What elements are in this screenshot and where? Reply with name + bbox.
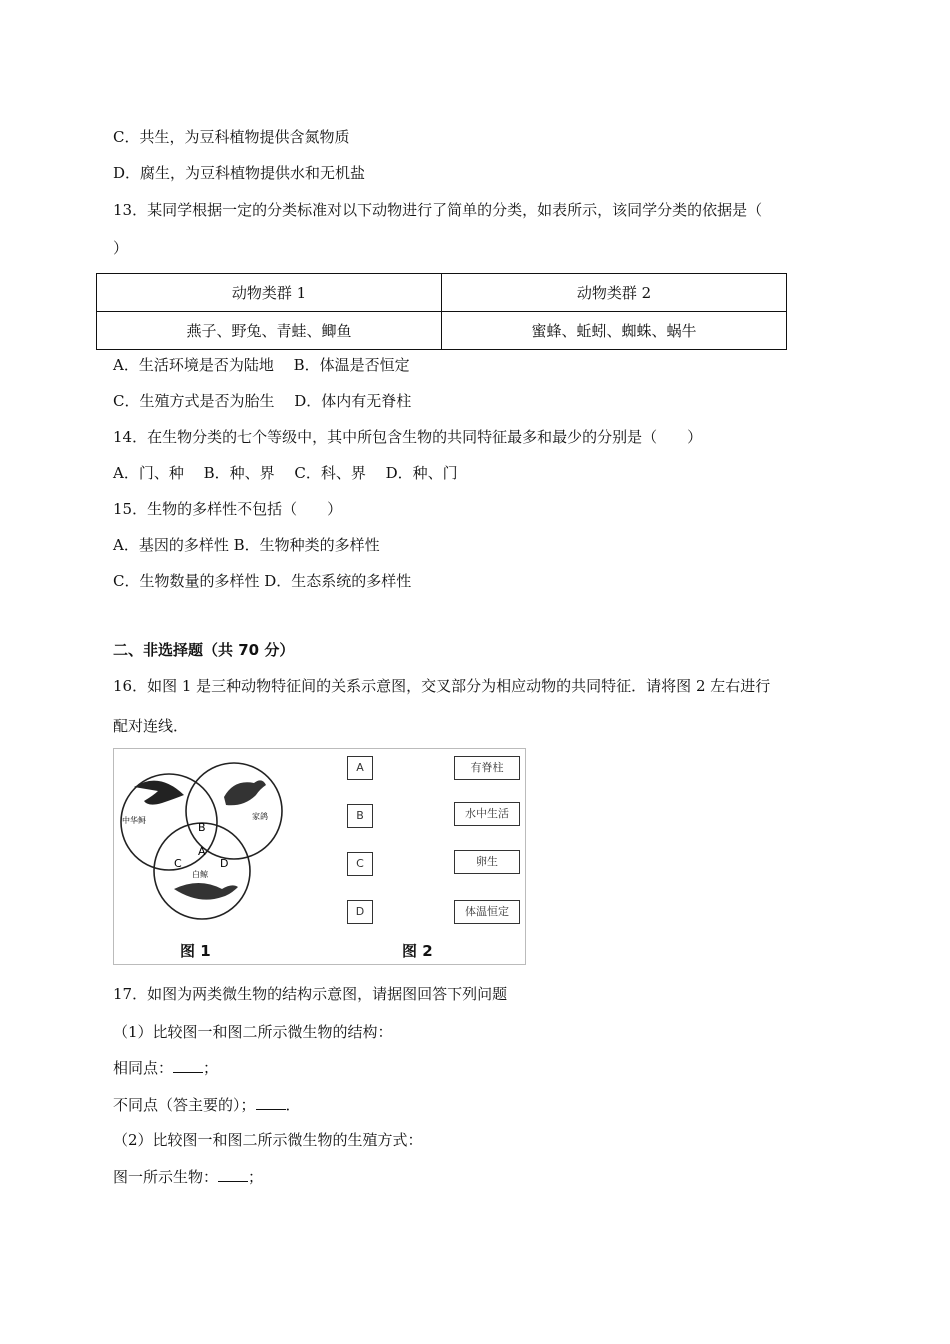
- q16-stem: 16．如图 1 是三种动物特征间的关系示意图，交叉部分为相应动物的共同特征．请将图 2 左右进行: [113, 677, 771, 695]
- pigeon-icon: [224, 780, 266, 805]
- q17-part1: （1）比较图一和图二所示微生物的结构：: [113, 1023, 393, 1041]
- q15-options-cd: C．生物数量的多样性 D．生态系统的多样性: [113, 572, 412, 590]
- match-left-a: A: [347, 756, 373, 780]
- venn-diagram: [114, 749, 344, 939]
- match-right-spine: 有脊柱: [454, 756, 520, 780]
- q15-stem: 15．生物的多样性不包括（ ）: [113, 500, 343, 518]
- q17-same-point: 相同点： ；: [113, 1059, 219, 1077]
- q16-stem-end: 配对连线．: [113, 717, 189, 735]
- q17-part2: （2）比较图一和图二所示微生物的生殖方式：: [113, 1131, 423, 1149]
- q12-option-c: C．共生，为豆科植物提供含氮物质: [113, 128, 350, 146]
- q16-figure: [113, 748, 526, 965]
- q17-diff-label: 不同点（答主要的）；: [113, 1096, 256, 1114]
- q14-stem: 14．在生物分类的七个等级中，其中所包含生物的共同特征最多和最少的分别是（ ）: [113, 428, 703, 446]
- table-cell-group-2: 蜜蜂、蚯蚓、蜘蛛、蜗牛: [442, 312, 787, 350]
- q13-stem-end: ）: [113, 239, 129, 257]
- q17-fig1-label: 图一所示生物：: [113, 1168, 219, 1186]
- beluga-icon: [174, 883, 238, 900]
- sturgeon-icon: [134, 781, 184, 805]
- figure-2-caption: 图 2: [402, 942, 433, 960]
- venn-label-a: A: [198, 845, 206, 858]
- venn-label-d: D: [220, 857, 229, 870]
- match-right-oviparous: 卵生: [454, 850, 520, 874]
- table-header-1: 动物类群 1: [97, 274, 442, 312]
- q17-fig1-reproduction: 图一所示生物： ；: [113, 1168, 264, 1186]
- q13-options-ab: A．生活环境是否为陆地 B．体温是否恒定: [113, 356, 410, 374]
- venn-label-c: C: [174, 857, 182, 870]
- match-left-d: D: [347, 900, 373, 924]
- animal-label-pigeon: 家鸽: [252, 812, 268, 821]
- match-right-warmblooded: 体温恒定: [454, 900, 520, 924]
- section-heading: 二、非选择题（共 70 分）: [113, 641, 295, 659]
- figure-1-caption: 图 1: [180, 942, 211, 960]
- q14-options: A．门、种 B．种、界 C．科、界 D．种、门: [113, 464, 458, 482]
- q12-option-d: D．腐生，为豆科植物提供水和无机盐: [113, 164, 366, 182]
- q15-options-ab: A．基因的多样性 B．生物种类的多样性: [113, 536, 380, 554]
- animal-label-beluga: 白鲸: [192, 870, 208, 879]
- q17-same-label: 相同点：: [113, 1059, 174, 1077]
- animal-label-sturgeon: 中华鲟: [122, 816, 146, 825]
- answer-blank[interactable]: [256, 1095, 286, 1110]
- match-left-b: B: [347, 804, 373, 828]
- table-cell-group-1: 燕子、野兔、青蛙、鲫鱼: [97, 312, 442, 350]
- table-header-2: 动物类群 2: [442, 274, 787, 312]
- answer-blank[interactable]: [173, 1058, 203, 1073]
- classification-table: [96, 273, 787, 350]
- match-right-aquatic: 水中生活: [454, 802, 520, 826]
- venn-label-b: B: [198, 821, 206, 834]
- q13-stem: 13．某同学根据一定的分类标准对以下动物进行了简单的分类，如表所示，该同学分类的依据是（: [113, 201, 763, 219]
- match-left-c: C: [347, 852, 373, 876]
- q17-stem: 17．如图为两类微生物的结构示意图，请据图回答下列问题: [113, 985, 508, 1003]
- q17-diff-point: 不同点（答主要的）； ．: [113, 1096, 301, 1114]
- q13-options-cd: C．生殖方式是否为胎生 D．体内有无脊柱: [113, 392, 412, 410]
- answer-blank[interactable]: [218, 1167, 248, 1182]
